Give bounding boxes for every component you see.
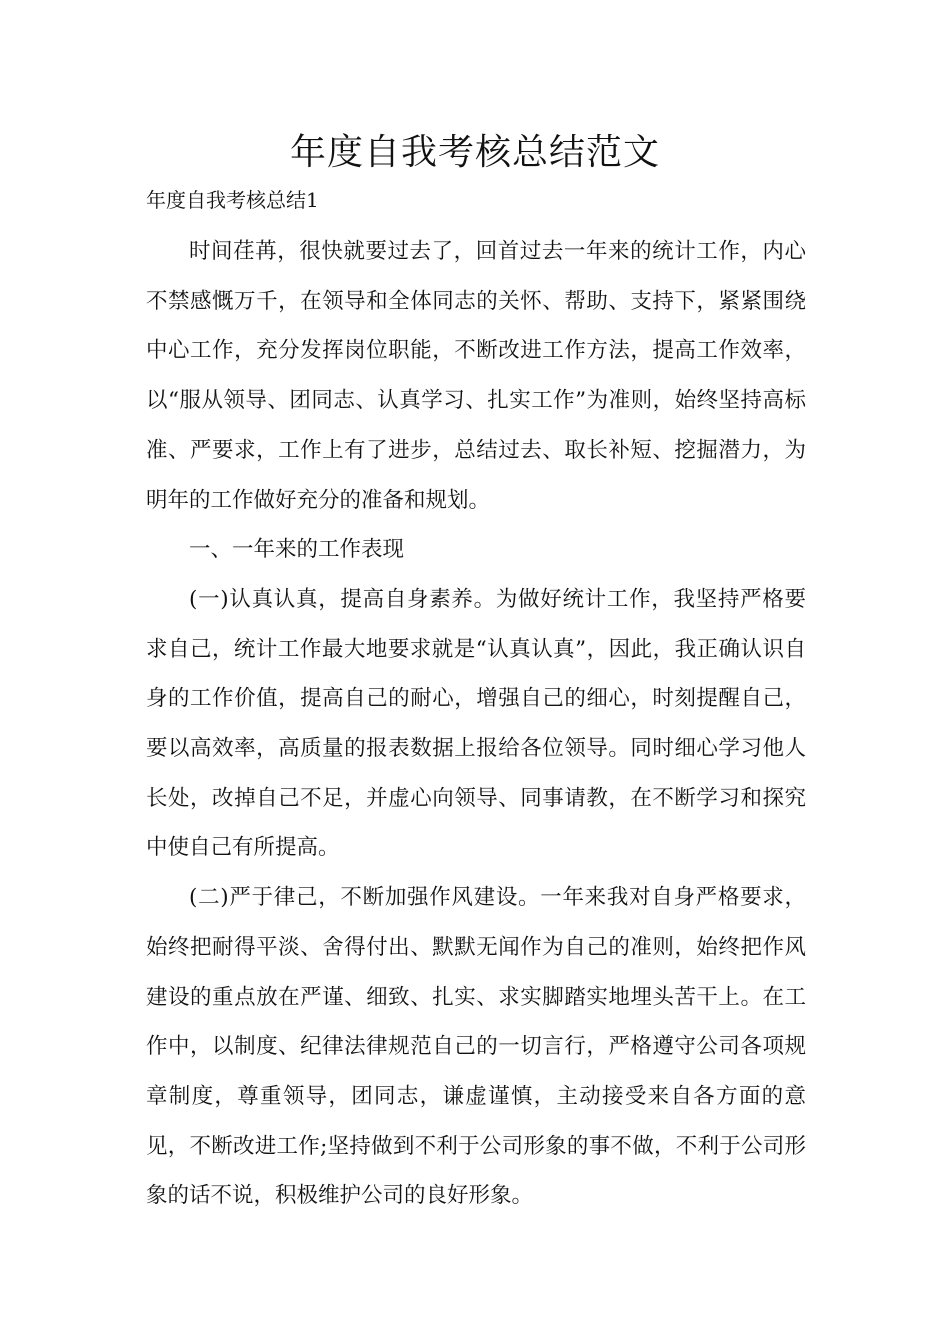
paragraph-item-2: (二)严于律己，不断加强作风建设。一年来我对自身严格要求，始终把耐得平淡、舍得付出、默默无闻作为自己的准则，始终把作风建设的重点放在严谨、细致、扎实、求实脚踏实地埋头苦干上。在工作中，以制度、纪律法律规范自己的一切言行，严格遵守公司各项规章制度，尊重领导，团同志，谦虚谨慎，主动接受来自各方面的意见，不断改进工作;坚持做到不利于公司形象的事不做，不利于公司形象的话不说，积极维护公司的良好形象。 [146, 885, 806, 1209]
document-title: 年度自我考核总结范文 [289, 132, 660, 173]
paragraph-item-1: (一)认真认真，提高自身素养。为做好统计工作，我坚持严格要求自己，统计工作最大地要求就是“认真认真”，因此，我正确认识自身的工作价值，提高自己的耐心，增强自己的细心，时刻提醒自己，要以高效率，高质量的报表数据上报给各位领导。同时细心学习他人长处，改掉自己不足，并虚心向领导、同事请教，在不断学习和探究中使自己有所提高。 [146, 586, 806, 861]
section-heading: 一、一年来的工作表现 [189, 537, 405, 563]
intro-paragraph: 时间荏苒，很快就要过去了，回首过去一年来的统计工作，内心不禁感慨万千，在领导和全体同志的关怀、帮助、支持下，紧紧围绕中心工作，充分发挥岗位职能，不断改进工作方法，提高工作效率，以“服从领导、团同志、认真学习、扎实工作”为准则，始终坚持高标准、严要求，工作上有了进步，总结过去、取长补短、挖掘潜力，为明年的工作做好充分的准备和规划。 [146, 239, 806, 513]
document-subtitle: 年度自我考核总结1 [146, 188, 319, 212]
document-body [146, 227, 806, 1221]
